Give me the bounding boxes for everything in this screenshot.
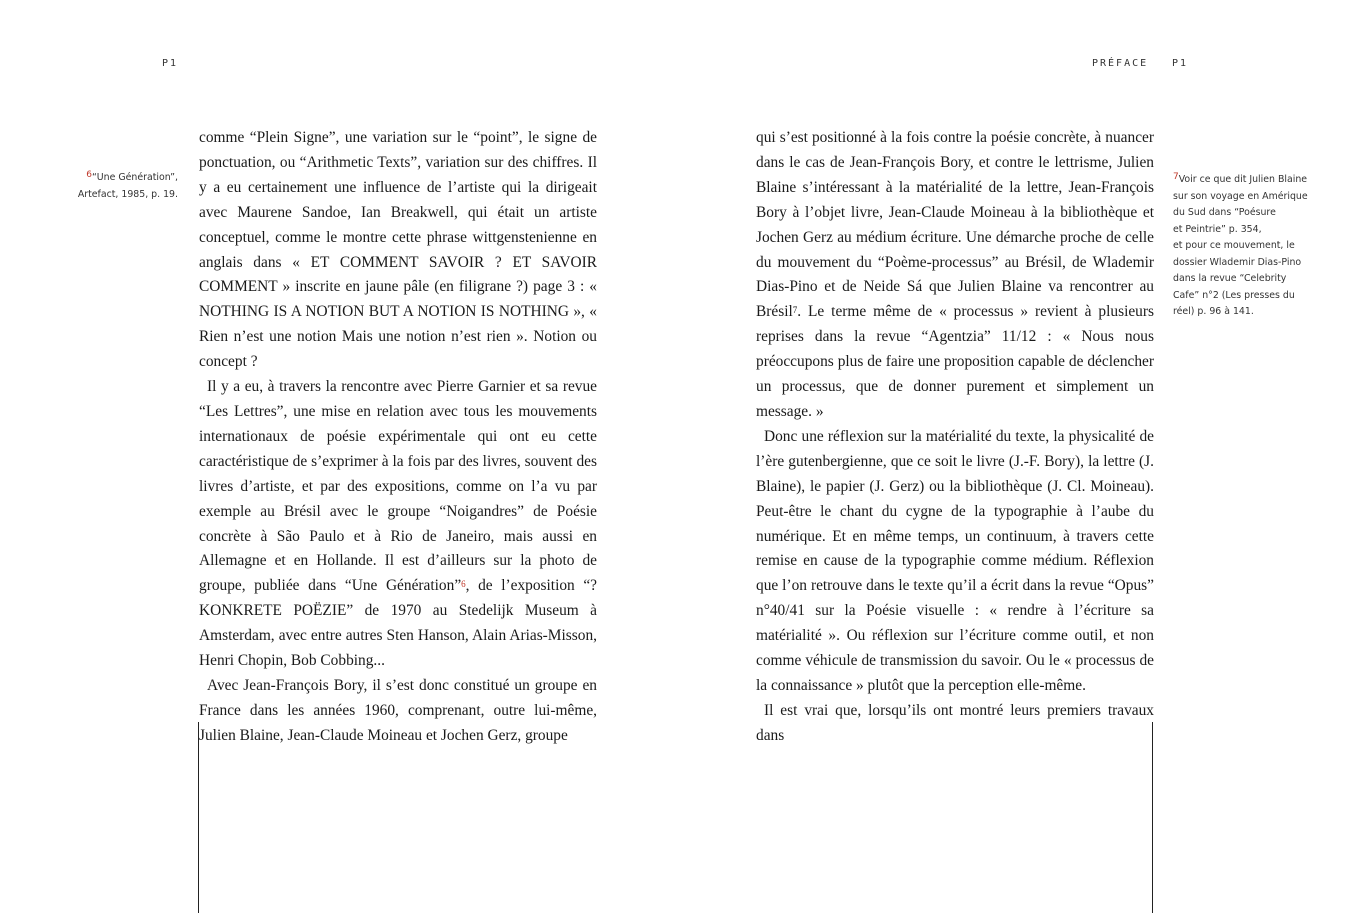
footnote-line: Artefact, 1985, p. 19. xyxy=(77,188,178,200)
footnote-ref: 7 xyxy=(792,305,798,316)
right-text-column xyxy=(756,126,1154,749)
footnote-line: dans la revue “Celebrity xyxy=(1173,273,1287,284)
right-folio: P1 xyxy=(1172,58,1189,69)
paragraph: Donc une réflexion sur la matérialité du texte, la physicalité de l’ère gutenbergienne, que ce soit le livre (J.-F. Bory), la lettre (J. Blaine), le papier (J. Gerz) ou la bibliothèque (J. Cl. Moineau). Peut-être le chant du cygne de la typographie à l’aube du numérique. Et en même temps, un continuum, à travers cette remise en cause de la typographie comme médium. Réflexion que l’on retrouve dans le texte qu’il a écrit dans la revue “Opus” n°40/41 sur la Poésie visuelle : « rendre à l’écriture sa matérialité ». Ou réflexion sur l’écriture comme outil, et non comme véhicule de transmission du savoir. Ou le « processus de la connaissance » plutôt que la perception elle-même. xyxy=(756,427,1154,694)
left-margin-note xyxy=(58,170,178,203)
right-vertical-rule xyxy=(1152,722,1153,913)
left-folio: P1 xyxy=(162,58,179,69)
footnote-line: Cafe” n°2 (Les presses du xyxy=(1173,289,1295,301)
footnote-line: réel) p. 96 à 141. xyxy=(1173,306,1254,317)
paragraph: Il y a eu, à travers la rencontre avec Pierre Garnier et sa revue “Les Lettres”, une mise en relation avec tous les mouvements internationaux de poésie expérimentale qui ont eu cette caractéristique de s’exprimer à la fois par des livres, souvent des livres d’artiste, et par des expositions, comme on l’a vu par exemple au Brésil avec le groupe “Noigandres” de Poésie concrète à São Paulo et à Rio de Janeiro, mais aussi en Allemagne et en Hollande. Il est d’ailleurs sur la photo de groupe, publiée dans “Une Génération”$^6$, de l’exposition “?KONKRETE POËZIE” de 1970 au Stedelijk Museum à Amsterdam, avec entre autres Sten Hanson, Alain Arias-Misson, Henri Chopin, Bob Cobbing... xyxy=(199,378,597,670)
left-text-column xyxy=(199,126,597,749)
footnote-line: sur son voyage en Amérique xyxy=(1173,190,1308,202)
footnote-line: et pour ce mouvement, le xyxy=(1173,240,1295,251)
footnote-number: 7 xyxy=(1173,172,1179,182)
footnote-ref: 6 xyxy=(461,579,466,590)
footnote-line: “Une Génération”, xyxy=(91,172,178,183)
footnote-line: du Sud dans “Poésure xyxy=(1173,207,1276,218)
footnote-line: dossier Wlademir Dias-Pino xyxy=(1173,256,1302,268)
footnote-line: et Peintrie” p. 354, xyxy=(1173,223,1262,235)
footnote-line: Voir ce que dit Julien Blaine xyxy=(1178,174,1308,185)
paragraph: comme “Plein Signe”, une variation sur le “point”, le signe de ponctuation, ou “Arithmetic Texts”, variation sur des chiffres. Il y a eu certainement une influence de l’artiste qui la dirigeait avec Maurene Sandoe, Ian Breakwell, qui était un artiste conceptuel, comme le montre cette phrase wittgenstenienne en anglais dans « ET COMMENT SAVOIR ? ET SAVOIR COMMENT » inscrite en jaune pâle (en filigrane ?) page 3 : « NOTHING IS A NOTION BUT A NOTION IS NOTHING », « Rien n’est une notion Mais une notion n’est rien ». Notion ou concept ? xyxy=(199,129,597,371)
running-head-section: PRÉFACE xyxy=(1092,58,1149,69)
left-vertical-rule xyxy=(198,722,199,913)
paragraph: qui s’est positionné à la fois contre la poésie concrète, à nuancer dans le cas de Jean-François Bory, et contre le lettrisme, Julien Blaine s’intéressant à la matérialité de la lettre, Jean-François Bory à l’objet livre, Jean-Claude Moineau à la bibliothèque et Jochen Gerz au médium écriture. Une démarche proche de celle du mouvement du “Poème-processus” au Brésil, de Wlademir Dias-Pino et de Neide Sá que Julien Blaine va rencontrer au Brésil$^7$. Le terme même de « processus » revient à plusieurs reprises dans la revue “Agentzia” 11/12 : « Nous nous préoccupons plus de faire une proposition capable de déclencher un processus, que de donner purement et simplement un message. » xyxy=(756,129,1154,420)
paragraph: Avec Jean-François Bory, il s’est donc constitué un groupe en France dans les années 1960, comprenant, outre lui-même, Julien Blaine, Jean-Claude Moineau et Jochen Gerz, groupe xyxy=(199,676,597,744)
paragraph: Il est vrai que, lorsqu’ils ont montré leurs premiers travaux dans xyxy=(756,701,1154,744)
footnote-number: 6 xyxy=(86,170,92,180)
right-margin-note xyxy=(1173,172,1323,321)
